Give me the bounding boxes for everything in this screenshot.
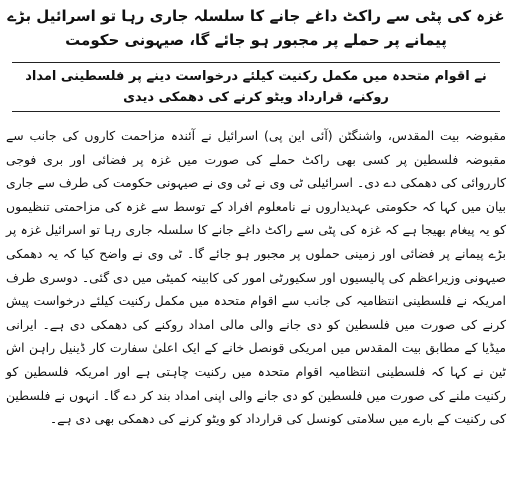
article-headline: غزہ کی پٹی سے راکٹ داغے جانے کا سلسلہ جاری رہا تو اسرائیل بڑے پیمانے پر حملے پر مجبور ہو جائے گا، صیہونی حکومت [7, 7, 505, 49]
article-subheadline: نے اقوام متحدہ میں مکمل رکنیت کیلئے درخواست دینے پر فلسطینی امداد روکنے، قرارداد ویٹو کرنے کی دھمکی دیدی [12, 62, 500, 112]
article-body: مقبوضہ بیت المقدس، واشنگٹن (آئی این پی) اسرائیل نے آئندہ مزاحمت کاروں کی جانب سے مقبوضہ فلسطین پر کسی بھی راکٹ حملے کی صورت میں غزہ پر فضائی اور بری فوجی کارروائی کی دھمکی دے دی۔ اسرائیلی ٹی وی نے ٹی وی نے صیہونی حکومت کی طرف سے جاری بیان میں کہا کہ حکومتی عہدیداروں نے نامعلوم افراد کے توسط سے غزہ کی مزاحمتی تنظیموں کو یہ پیغام بھیجا ہے کہ غزہ کی پٹی سے راکٹ داغے جانے کا سلسلہ جاری رہا تو اسرائیل غزہ پر بڑے پیمانے پر فضائی اور زمینی حملوں پر مجبور ہو جائے گا۔ ٹی وی نے واضح کیا کہ یہ دھمکی صیہونی وزیراعظم کی پالیسیوں اور سکیورٹی امور کی کابینہ کمیٹی میں دی گئی۔ دوسری طرف امریکہ نے فلسطینی انتظامیہ کی جانب سے اقوام متحدہ میں مکمل رکنیت کیلئے درخواست پیش کرنے کی صورت میں فلسطین کو دی جانے والی مالی امداد روکنے کی دھمکی دی ہے۔ ایرانی میڈیا کے مطابق بیت المقدس میں امریکی قونصل خانے کے ایک اعلیٰ سفارت کار ڈینیل راہن اش ٹین نے کہا کہ فلسطینی انتظامیہ اقوام متحدہ میں رکنیت چاہتی ہے اور امریکہ فلسطین کو رکنیت ملنے کی صورت میں فلسطین کو دی جانے والی اپنی امداد بند کر دے گا۔ انہوں نے فلسطین کی رکنیت کے بارے میں سلامتی کونسل کی قرارداد کو ویٹو کرنے کی دھمکی بھی دی ہے۔ [6, 128, 506, 427]
